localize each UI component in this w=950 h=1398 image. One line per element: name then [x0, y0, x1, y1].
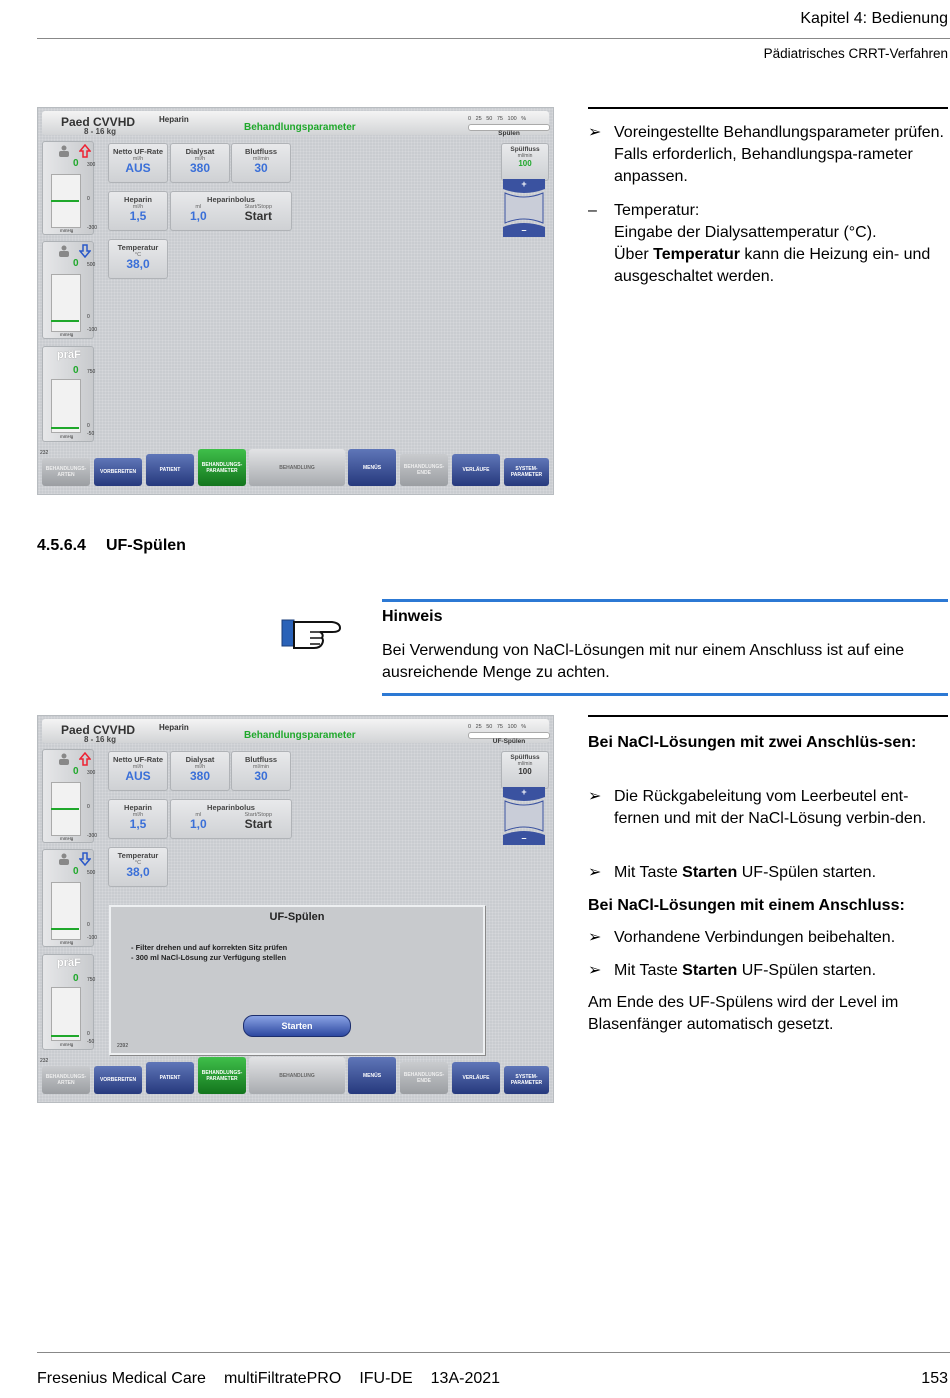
plus-button[interactable]: + [521, 179, 527, 189]
param-label: Heparin [124, 195, 152, 204]
arrow-out-icon [79, 144, 91, 158]
param-label: Heparin [124, 803, 152, 812]
bolus-start-value[interactable]: Start [244, 209, 272, 223]
param-label: Dialysat [185, 755, 215, 764]
param-unit: ml/h [132, 812, 144, 818]
footer-company: Fresenius Medical Care [37, 1370, 206, 1387]
param-label: Blutfluss [244, 147, 278, 156]
arrow-bullet-icon: ➢ [588, 929, 602, 946]
scale-max: 500 [87, 870, 96, 876]
scale-tube [51, 987, 81, 1041]
minus-button[interactable]: – [521, 225, 527, 235]
param-label: Temperatur [117, 243, 159, 252]
scale-min: -300 [87, 225, 98, 231]
chapter-title: Kapitel 4: Bedienung [800, 10, 948, 27]
arrow-out-icon [79, 752, 91, 766]
param-unit: ml/h [132, 156, 144, 162]
instruction-text: Vorhandene Verbindungen beibehalten. [614, 929, 896, 946]
patient-icon [57, 145, 71, 157]
instruction-text: Die Rückgabeleitung vom Leerbeutel ent-fernen und mit der NaCl-Lösung verbin-den. [614, 788, 927, 827]
nav-system-parameters[interactable]: SYSTEM- PARAMETER [504, 1066, 549, 1094]
arrow-bullet-icon: ➢ [588, 864, 602, 881]
note-rule-bottom [382, 693, 948, 696]
scale-min: -50 [87, 431, 95, 437]
nav-treatment-types[interactable]: BEHANDLUNGS- ARTEN [42, 458, 90, 486]
pressure-scale-arterial[interactable] [42, 141, 98, 235]
status-bar [42, 719, 549, 743]
scale-value: 0 [73, 766, 79, 777]
bottom-nav [42, 1057, 549, 1094]
nav-patient[interactable]: PATIENT [146, 454, 194, 486]
dialog-title: UF-Spülen [269, 911, 325, 923]
param-temperature[interactable] [108, 847, 168, 887]
param-value: 30 [254, 769, 268, 783]
dialog-number: 2392 [117, 1043, 129, 1049]
arrow-bullet-icon: ➢ [588, 788, 602, 805]
param-unit: °C [134, 860, 142, 866]
scale-mid: 0 [87, 314, 90, 320]
param-dialysate[interactable] [170, 751, 230, 791]
scale-mid: 0 [87, 922, 90, 928]
note-text: Bei Verwendung von NaCl-Lösungen mit nur einem Anschluss ist auf eine ausreichende Menge zu achten. [382, 642, 905, 681]
section-heading [37, 537, 206, 555]
flush-flow-control [501, 751, 547, 843]
flush-flow-unit: ml/min [517, 153, 533, 159]
status-bar [42, 111, 549, 135]
screenshot-treatment-parameters [37, 107, 554, 495]
flush-flow-label: Spülfluss [510, 146, 540, 153]
scale-unit: mmHg [60, 1042, 74, 1047]
praef-label: präF [57, 957, 81, 969]
scale-value: 0 [73, 365, 79, 376]
nav-prepare[interactable]: VORBEREITEN [94, 1066, 142, 1094]
header-rule [37, 38, 950, 39]
param-unit: ml/h [132, 204, 144, 210]
note-rule-top [382, 599, 948, 602]
arrow-bullet-icon: ➢ [588, 962, 602, 979]
flush-flow-control [501, 143, 547, 235]
param-value: 1,0 [189, 817, 207, 831]
side-number: 232 [40, 450, 49, 456]
dialog-instructions [131, 943, 287, 963]
param-value: AUS [125, 161, 151, 175]
nav-treatment-parameters[interactable]: BEHANDLUNGS- PARAMETER [198, 449, 246, 486]
param-unit: ml [195, 812, 202, 818]
page-number: 153 [921, 1370, 948, 1387]
scale-unit: mmHg [60, 434, 74, 439]
scale-max: 500 [87, 262, 96, 268]
param-unit: ml [195, 204, 202, 210]
footer-version: 13A-2021 [430, 1370, 501, 1387]
param-label: Netto UF-Rate [113, 755, 163, 764]
section-subtitle: Pädiatrisches CRRT-Verfahren [763, 46, 948, 61]
scale-max: 750 [87, 977, 96, 983]
scale-min: -300 [87, 833, 98, 839]
param-label: Netto UF-Rate [113, 147, 163, 156]
progress-label: Spülen [498, 130, 520, 137]
scale-unit: mmHg [60, 332, 74, 337]
instruction-text: Mit Taste Starten UF-Spülen starten. [614, 962, 877, 979]
scale-level [51, 427, 79, 429]
side-number: 232 [40, 1058, 49, 1064]
scale-tube [51, 379, 81, 433]
param-value: 38,0 [126, 257, 150, 271]
patient-icon [57, 245, 71, 257]
heading-one-connection: Bei NaCl-Lösungen mit einem Anschluss: [588, 897, 905, 914]
param-blood-flow[interactable] [231, 751, 291, 791]
section-number: 4.5.6.4 [37, 537, 86, 554]
param-unit: ml/min [252, 764, 270, 770]
param-unit: ml/min [252, 156, 270, 162]
flush-flow-value: 100 [518, 767, 532, 776]
param-value: 380 [189, 769, 211, 783]
param-unit: Start/Stopp [244, 812, 273, 818]
arrow-in-icon [79, 852, 91, 866]
scale-level [51, 320, 79, 322]
scale-level [51, 808, 79, 810]
nav-treatment-end[interactable]: BEHANDLUNGS- ENDE [400, 454, 448, 486]
scale-level [51, 1035, 79, 1037]
param-value: AUS [125, 769, 151, 783]
param-dialysate[interactable] [170, 143, 230, 183]
heading-two-connections: Bei NaCl-Lösungen mit zwei Anschlüs-sen: [588, 734, 917, 751]
footer-info [37, 1370, 518, 1388]
nav-histories[interactable]: VERLÄUFE [452, 454, 500, 486]
flush-flow-display [501, 143, 549, 181]
start-button[interactable]: Starten [243, 1015, 351, 1037]
scale-value: 0 [73, 866, 79, 877]
therapy-mode: Paed CVVHD [61, 115, 136, 129]
screenshot-uf-flush [37, 715, 554, 1103]
uf-flush-dialog [109, 905, 485, 1055]
closing-paragraph: Am Ende des UF-Spülens wird der Level im Blasenfänger automatisch gesetzt. [588, 994, 899, 1033]
param-heparin-bolus[interactable] [170, 191, 292, 231]
scale-mid: 0 [87, 1031, 90, 1037]
dialog-line: - 300 ml NaCl-Lösung zur Verfügung stellen [131, 953, 287, 962]
nav-treatment-types[interactable]: BEHANDLUNGS- ARTEN [42, 1066, 90, 1094]
nav-system-parameters[interactable]: SYSTEM- PARAMETER [504, 458, 549, 486]
scale-min: -50 [87, 1039, 95, 1045]
scale-unit: mmHg [60, 836, 74, 841]
temperature-label: Temperatur: [614, 202, 700, 219]
heparin-indicator: Heparin [159, 115, 189, 124]
param-unit: °C [134, 252, 142, 258]
param-unit: ml/h [194, 764, 206, 770]
footer-product: multiFiltratePRO [223, 1370, 342, 1387]
scale-value: 0 [73, 973, 79, 984]
footer-doc: IFU-DE [359, 1370, 413, 1387]
screen-title: Behandlungsparameter [244, 122, 356, 133]
therapy-mode: Paed CVVHD [61, 723, 136, 737]
param-label: Dialysat [185, 147, 215, 156]
minus-button[interactable]: – [521, 833, 527, 843]
param-value: 30 [254, 161, 268, 175]
weight-range: 8 - 16 kg [84, 127, 117, 136]
pressure-scale-praef[interactable] [42, 346, 94, 442]
scale-mid: 0 [87, 423, 90, 429]
param-heparin[interactable] [108, 799, 168, 839]
param-value: 1,0 [189, 209, 207, 223]
bolus-start-value[interactable]: Start [244, 817, 272, 831]
param-value: 38,0 [126, 865, 150, 879]
arrow-in-icon [79, 244, 91, 258]
progress-ticks: 0 25 50 75 100 % [468, 724, 527, 730]
pressure-scale-venous[interactable] [42, 849, 98, 947]
scale-mid: 0 [87, 804, 90, 810]
flush-flow-label: Spülfluss [510, 754, 540, 761]
pressure-scale-venous[interactable] [42, 241, 98, 339]
nav-treatment[interactable]: BEHANDLUNG [249, 1057, 345, 1094]
dash-bullet-icon: – [588, 202, 597, 219]
param-label: Blutfluss [244, 755, 278, 764]
param-value: 1,5 [129, 817, 147, 831]
param-unit: Start/Stopp [244, 204, 273, 210]
nav-menus[interactable]: MENÜS [348, 449, 396, 486]
scale-tube [51, 882, 81, 940]
scale-value: 0 [73, 258, 79, 269]
nav-treatment[interactable]: BEHANDLUNG [249, 449, 345, 486]
dialog-line: - Filter drehen und auf korrekten Sitz prüfen [131, 943, 288, 952]
heparin-indicator: Heparin [159, 723, 189, 732]
flush-flow-unit: ml/min [517, 761, 533, 767]
temperature-heating-note: Über Temperatur kann die Heizung ein- und ausgeschaltet werden. [614, 246, 931, 285]
column-rule [588, 107, 948, 109]
param-value: 380 [189, 161, 211, 175]
param-value: 1,5 [129, 209, 147, 223]
scale-level [51, 928, 79, 930]
param-net-uf-rate[interactable] [108, 751, 168, 791]
pointing-hand-icon [280, 612, 348, 656]
param-label: Temperatur [117, 851, 159, 860]
flush-flow-value: 100 [518, 159, 532, 168]
param-unit: ml/h [132, 764, 144, 770]
scale-unit: mmHg [60, 228, 74, 233]
scale-min: -100 [87, 327, 98, 333]
temperature-desc: Eingabe der Dialysattemperatur (°C). [614, 224, 877, 241]
screen-title: Behandlungsparameter [244, 730, 356, 741]
param-label: Heparinbolus [207, 803, 255, 812]
flush-flow-display [501, 751, 549, 789]
param-blood-flow[interactable] [231, 143, 291, 183]
nav-patient[interactable]: PATIENT [146, 1062, 194, 1094]
scale-tube [51, 274, 81, 332]
pressure-scale-praef[interactable] [42, 954, 94, 1050]
nav-menus[interactable]: MENÜS [348, 1057, 396, 1094]
footer-rule [37, 1352, 950, 1353]
scale-max: 750 [87, 369, 96, 375]
arrow-bullet-icon: ➢ [588, 124, 602, 141]
section-title: UF-Spülen [105, 537, 186, 554]
scale-value: 0 [73, 158, 79, 169]
progress-label: UF-Spülen [492, 738, 526, 745]
param-unit: ml/h [194, 156, 206, 162]
scale-max: 300 [87, 162, 96, 168]
instruction-text: Mit Taste Starten UF-Spülen starten. [614, 864, 877, 881]
scale-min: -100 [87, 935, 98, 941]
nav-treatment-parameters[interactable]: BEHANDLUNGS- PARAMETER [198, 1057, 246, 1094]
column-rule [588, 715, 948, 717]
instruction-text: Voreingestellte Behandlungsparameter prüfen. Falls erforderlich, Behandlungspa-rameter anpassen. [614, 124, 944, 185]
progress-ticks: 0 25 50 75 100 % [468, 116, 527, 122]
patient-icon [57, 753, 71, 765]
nav-histories[interactable]: VERLÄUFE [452, 1062, 500, 1094]
param-heparin-bolus[interactable] [170, 799, 292, 839]
plus-button[interactable]: + [521, 787, 527, 797]
pressure-scale-arterial[interactable] [42, 749, 98, 843]
praef-label: präF [57, 349, 81, 361]
scale-max: 300 [87, 770, 96, 776]
patient-icon [57, 853, 71, 865]
param-label: Heparinbolus [207, 195, 255, 204]
nav-prepare[interactable]: VORBEREITEN [94, 458, 142, 486]
scale-level [51, 200, 79, 202]
note-title: Hinweis [382, 608, 443, 625]
scale-mid: 0 [87, 196, 90, 202]
bottom-nav [42, 449, 549, 486]
param-temperature[interactable] [108, 239, 168, 279]
scale-unit: mmHg [60, 940, 74, 945]
param-net-uf-rate[interactable] [108, 143, 168, 183]
weight-range: 8 - 16 kg [84, 735, 117, 744]
nav-treatment-end[interactable]: BEHANDLUNGS- ENDE [400, 1062, 448, 1094]
param-heparin[interactable] [108, 191, 168, 231]
